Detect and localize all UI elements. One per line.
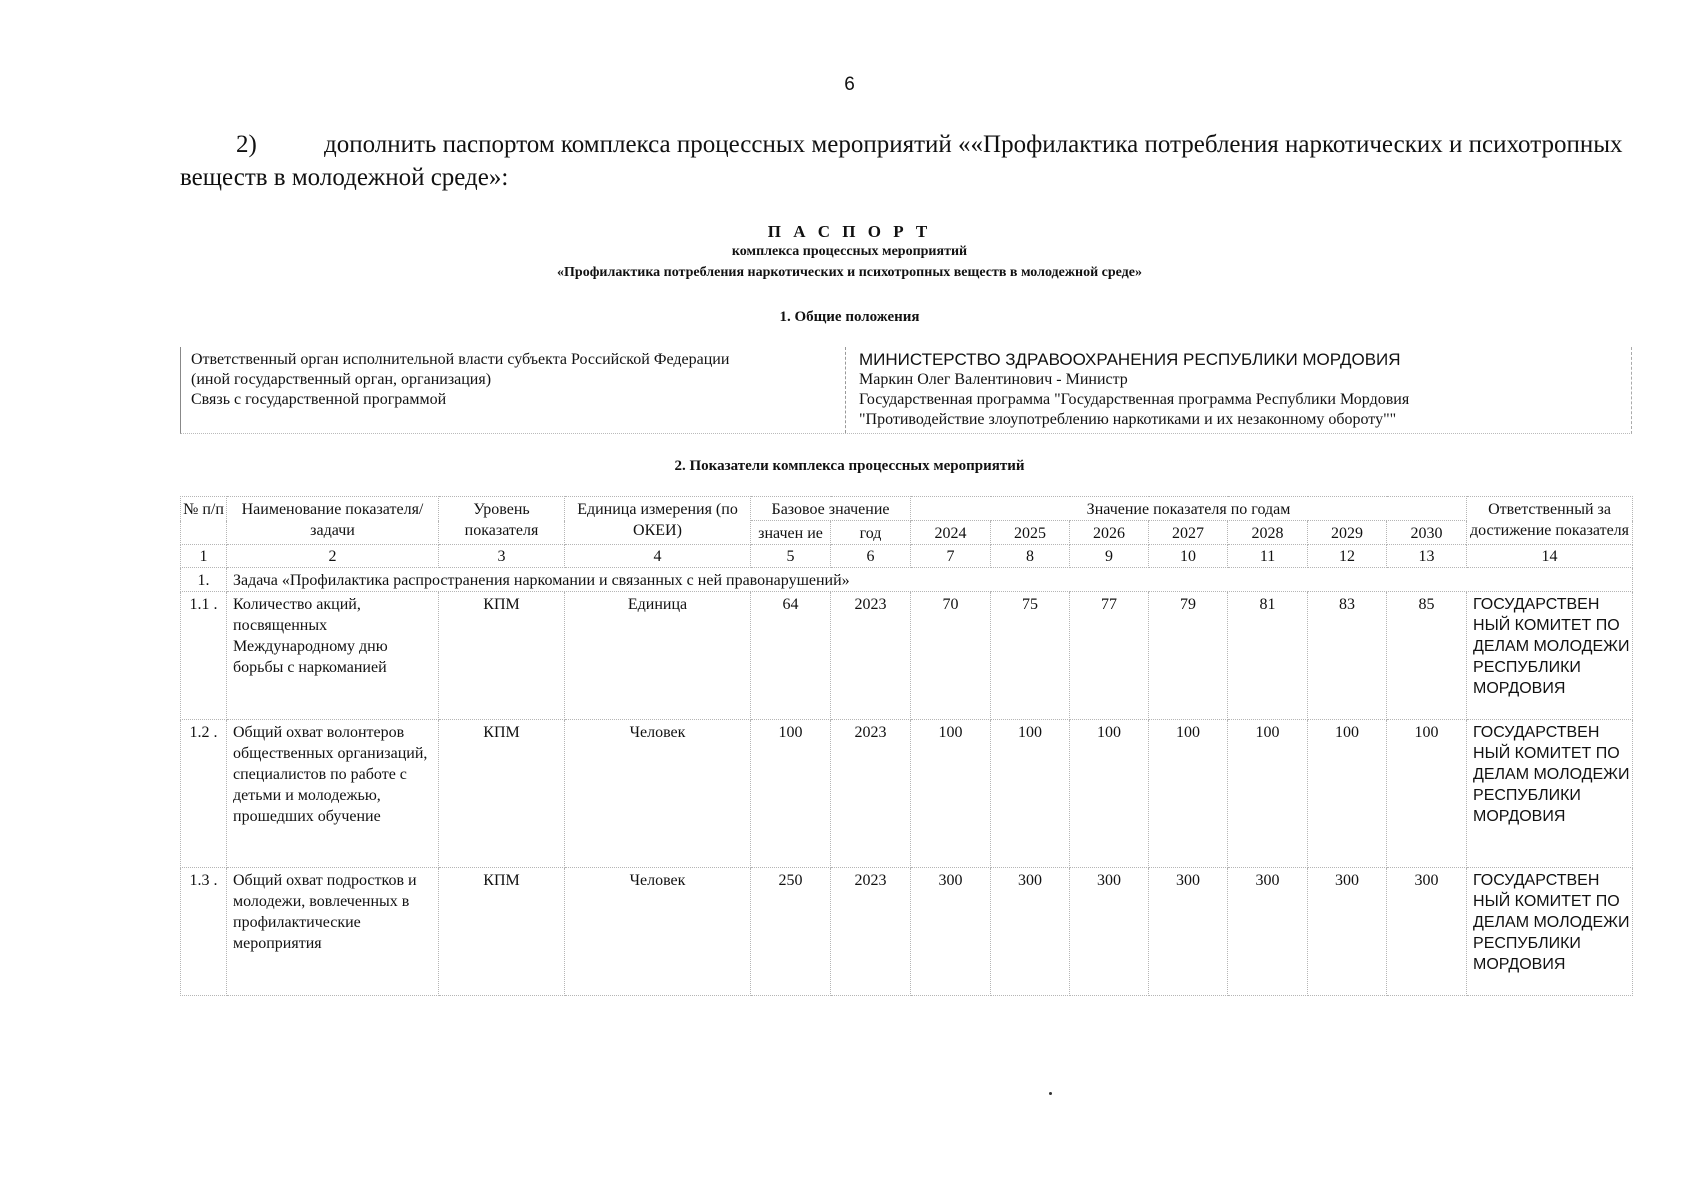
responsible-body-label-note: (иной государственный орган, организация) bbox=[191, 371, 492, 388]
year-value: 100 bbox=[1070, 720, 1149, 868]
passport-subtitle: комплекса процессных мероприятий bbox=[731, 244, 968, 259]
year-value: 85 bbox=[1387, 592, 1467, 720]
section-general-title: 1. Общие положения bbox=[779, 309, 920, 325]
year-value: 75 bbox=[991, 592, 1070, 720]
header-year: 2030 bbox=[1387, 521, 1467, 545]
intro-paragraph bbox=[180, 128, 1650, 194]
table-header-row bbox=[181, 497, 1633, 521]
indicator-level: КПМ bbox=[439, 592, 565, 720]
passport-program-name: «Профилактика потребления наркотических и психотропных веществ в молодежной среде» bbox=[557, 265, 1142, 280]
column-number: 10 bbox=[1149, 545, 1228, 568]
year-value: 70 bbox=[911, 592, 991, 720]
header-base-value: значен ие bbox=[751, 521, 831, 545]
indicator-name: Количество акций, посвященных Международному дню борьбы с наркоманией bbox=[227, 592, 439, 720]
year-value: 300 bbox=[911, 868, 991, 996]
responsible-org: ГОСУДАРСТВЕН НЫЙ КОМИТЕТ ПО ДЕЛАМ МОЛОДЕЖИ РЕСПУБЛИКИ МОРДОВИЯ bbox=[1467, 868, 1633, 996]
column-number: 3 bbox=[439, 545, 565, 568]
responsible-org: ГОСУДАРСТВЕН НЫЙ КОМИТЕТ ПО ДЕЛАМ МОЛОДЕЖИ РЕСПУБЛИКИ МОРДОВИЯ bbox=[1467, 720, 1633, 868]
header-responsible: Ответственный за достижение показателя bbox=[1467, 497, 1633, 545]
table-row bbox=[181, 868, 1633, 996]
base-year: 2023 bbox=[831, 592, 911, 720]
header-years-group: Значение показателя по годам bbox=[911, 497, 1467, 521]
program-link-value: Государственная программа "Государственная программа Республики Мордовия bbox=[859, 391, 1410, 408]
table-row bbox=[181, 720, 1633, 868]
header-num: № п/п bbox=[181, 497, 227, 545]
year-value: 83 bbox=[1308, 592, 1387, 720]
year-value: 300 bbox=[1149, 868, 1228, 996]
indicators-table bbox=[180, 496, 1633, 996]
row-number: 1.3 . bbox=[181, 868, 227, 996]
indicator-unit: Единица bbox=[565, 592, 751, 720]
header-year: 2029 bbox=[1308, 521, 1387, 545]
year-value: 77 bbox=[1070, 592, 1149, 720]
page-number: 6 bbox=[844, 74, 855, 95]
task-number: 1. bbox=[181, 568, 227, 592]
task-row bbox=[181, 568, 1633, 592]
curator-value: Маркин Олег Валентинович - Министр bbox=[859, 371, 1128, 388]
column-number: 9 bbox=[1070, 545, 1149, 568]
intro-item-number: 2) bbox=[236, 131, 257, 158]
year-value: 300 bbox=[1228, 868, 1308, 996]
year-value: 100 bbox=[1228, 720, 1308, 868]
header-level: Уровень показателя bbox=[439, 497, 565, 545]
indicator-unit: Человек bbox=[565, 720, 751, 868]
indicator-level: КПМ bbox=[439, 868, 565, 996]
header-year: 2025 bbox=[991, 521, 1070, 545]
section-indicators-title: 2. Показатели комплекса процессных мероприятий bbox=[674, 458, 1025, 474]
row-number: 1.1 . bbox=[181, 592, 227, 720]
header-year: 2028 bbox=[1228, 521, 1308, 545]
general-provisions-block bbox=[180, 347, 1632, 434]
column-number: 7 bbox=[911, 545, 991, 568]
row-number: 1.2 . bbox=[181, 720, 227, 868]
header-base-year: год bbox=[831, 521, 911, 545]
indicator-level: КПМ bbox=[439, 720, 565, 868]
indicator-name: Общий охват волонтеров общественных организаций, специалистов по работе с детьми и молодежью, прошедших обучение bbox=[227, 720, 439, 868]
year-value: 100 bbox=[1308, 720, 1387, 868]
year-value: 300 bbox=[1308, 868, 1387, 996]
responsible-body-value: МИНИСТЕРСТВО ЗДРАВООХРАНЕНИЯ РЕСПУБЛИКИ МОРДОВИЯ bbox=[859, 350, 1401, 369]
indicator-unit: Человек bbox=[565, 868, 751, 996]
column-number: 2 bbox=[227, 545, 439, 568]
responsible-org: ГОСУДАРСТВЕН НЫЙ КОМИТЕТ ПО ДЕЛАМ МОЛОДЕЖИ РЕСПУБЛИКИ МОРДОВИЯ bbox=[1467, 592, 1633, 720]
scan-speck bbox=[1049, 1092, 1052, 1095]
year-value: 300 bbox=[1387, 868, 1467, 996]
base-value: 100 bbox=[751, 720, 831, 868]
year-value: 81 bbox=[1228, 592, 1308, 720]
header-name: Наименование показателя/задачи bbox=[227, 497, 439, 545]
column-number: 6 bbox=[831, 545, 911, 568]
year-value: 300 bbox=[1070, 868, 1149, 996]
program-link-value-cont: "Противодействие злоупотреблению наркотиками и их незаконному обороту"" bbox=[859, 411, 1397, 428]
indicator-name: Общий охват подростков и молодежи, вовлеченных в профилактические мероприятия bbox=[227, 868, 439, 996]
responsible-body-label: Ответственный орган исполнительной власти субъекта Российской Федерации bbox=[191, 351, 730, 368]
task-text: Задача «Профилактика распространения наркомании и связанных с ней правонарушений» bbox=[227, 568, 1633, 592]
year-value: 79 bbox=[1149, 592, 1228, 720]
base-value: 250 bbox=[751, 868, 831, 996]
passport-title: П А С П О Р Т bbox=[767, 222, 932, 241]
column-number: 1 bbox=[181, 545, 227, 568]
year-value: 100 bbox=[991, 720, 1070, 868]
base-year: 2023 bbox=[831, 868, 911, 996]
base-year: 2023 bbox=[831, 720, 911, 868]
header-year: 2026 bbox=[1070, 521, 1149, 545]
column-number: 11 bbox=[1228, 545, 1308, 568]
column-number: 12 bbox=[1308, 545, 1387, 568]
year-value: 100 bbox=[911, 720, 991, 868]
column-number: 5 bbox=[751, 545, 831, 568]
column-number: 8 bbox=[991, 545, 1070, 568]
column-number-row bbox=[181, 545, 1633, 568]
year-value: 100 bbox=[1387, 720, 1467, 868]
year-value: 100 bbox=[1149, 720, 1228, 868]
program-link-label: Связь с государственной программой bbox=[191, 391, 447, 408]
table-row bbox=[181, 592, 1633, 720]
header-year: 2024 bbox=[911, 521, 991, 545]
header-year: 2027 bbox=[1149, 521, 1228, 545]
base-value: 64 bbox=[751, 592, 831, 720]
header-base: Базовое значение bbox=[751, 497, 911, 521]
column-number: 4 bbox=[565, 545, 751, 568]
year-value: 300 bbox=[991, 868, 1070, 996]
header-unit: Единица измерения (по ОКЕИ) bbox=[565, 497, 751, 545]
column-number: 13 bbox=[1387, 545, 1467, 568]
intro-text: дополнить паспортом комплекса процессных мероприятий ««Профилактика потребления наркотических и психотропных веществ в молодежной среде»: bbox=[180, 131, 1623, 191]
general-divider bbox=[845, 347, 846, 433]
column-number: 14 bbox=[1467, 545, 1633, 568]
